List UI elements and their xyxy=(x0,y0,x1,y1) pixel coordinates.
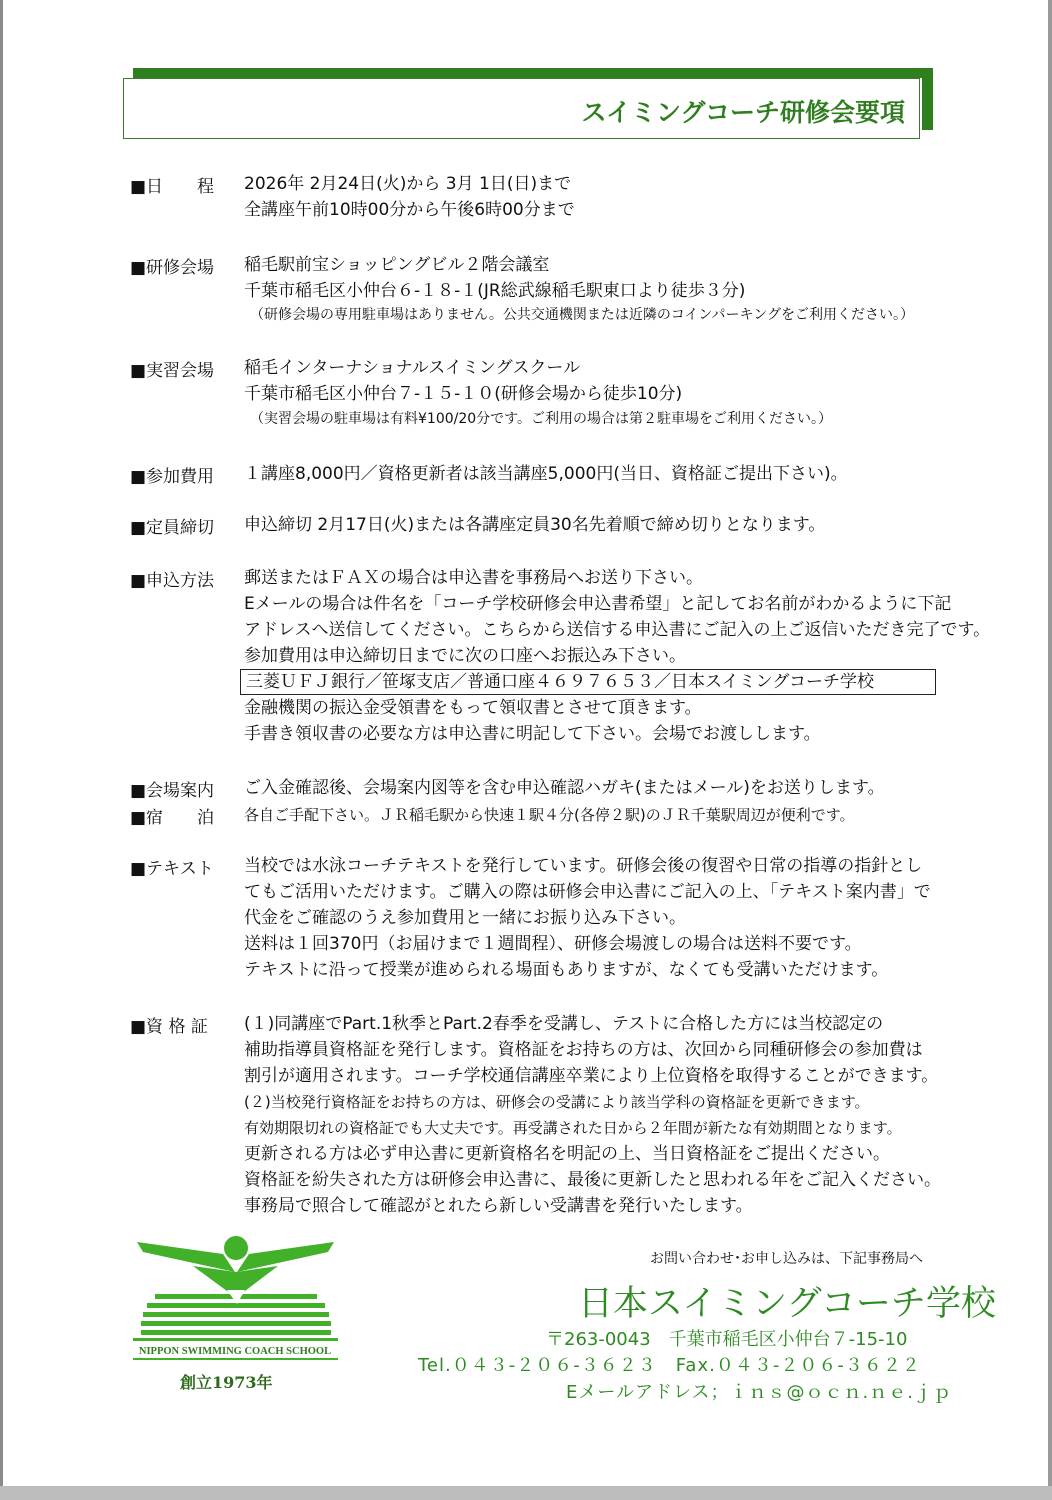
page-border-left xyxy=(0,0,3,1500)
section-line: (２)当校発行資格証をお持ちの方は、研修会の受講により該当学科の資格証を更新できます。 xyxy=(244,1093,870,1111)
header-box xyxy=(123,78,920,139)
section-line: 郵送またはＦＡＸの場合は申込書を事務局へお送り下さい。 xyxy=(244,568,703,588)
section-label: ■参加費用 xyxy=(130,467,215,487)
section-label: ■テキスト xyxy=(130,859,214,879)
school-address: 〒263-0043 千葉市稲毛区小仲台７-15-10 xyxy=(546,1329,908,1350)
section-line: 千葉市稲毛区小仲台６-１８-１(JR総武線稲毛駅東口より徒歩３分) xyxy=(244,281,746,301)
section-label: ■申込方法 xyxy=(130,571,215,591)
school-name: 日本スイミングコーチ学校 xyxy=(578,1284,996,1324)
section-line: 有効期限切れの資格証でも大丈夫です。再受講された日から２年間が新たな有効期間となります。 xyxy=(244,1119,902,1137)
section-label: ■宿 泊 xyxy=(130,808,215,828)
section-line: ご入金確認後、会場案内図等を含む申込確認ハガキ(またはメール)をお送りします。 xyxy=(244,778,885,798)
founded-year: 創立1973年 xyxy=(180,1373,273,1392)
school-logo xyxy=(133,1232,338,1392)
school-tel-fax: Tel.０４３-２０６-３６２３ Fax.０４３-２０６-３６２２ xyxy=(418,1355,921,1376)
section-line: 金融機関の振込金受領書をもって領収書とさせて頂きます。 xyxy=(244,698,702,718)
section-line: てもご活用いただけます。ご購入の際は研修会申込書にご記入の上、「テキスト案内書」で xyxy=(244,882,931,902)
section-line: 代金をご確認のうえ参加費用と一緒にお振り込み下さい。 xyxy=(244,908,686,928)
section-line: 申込締切 2月17日(火)または各講座定員30名先着順で締め切りとなります。 xyxy=(244,515,826,535)
section-label: ■日 程 xyxy=(130,177,215,197)
section-line: 送料は１回370円（お届けまで１週間程）、研修会場渡しの場合は送料不要です。 xyxy=(244,934,862,954)
section-label: ■定員締切 xyxy=(130,518,215,538)
section-line: テキストに沿って授業が進められる場面もありますが、なくても受講いただけます。 xyxy=(244,960,889,980)
section-label: ■実習会場 xyxy=(130,361,215,381)
page-border-right xyxy=(1048,0,1052,1500)
header-shadow-right xyxy=(922,68,933,130)
section-line: 資格証を紛失された方は研修会申込書に、最後に更新したと思われる年をご記入ください。 xyxy=(244,1170,941,1190)
section-line: 稲毛インターナショナルスイミングスクール xyxy=(244,358,581,378)
section-line: 稲毛駅前宝ショッピングビル２階会議室 xyxy=(244,255,550,275)
section-note: （実習会場の駐車場は有料¥100/20分です。ご利用の場合は第２駐車場をご利用ください。） xyxy=(250,411,833,427)
section-line: Eメールの場合は件名を「コーチ学校研修会申込書希望」と記してお名前がわかるように下記 xyxy=(244,594,952,614)
section-line: 割引が適用されます。コーチ学校通信講座卒業により上位資格を取得することができます。 xyxy=(244,1066,939,1086)
section-label: ■会場案内 xyxy=(130,781,215,801)
page-border-bottom xyxy=(0,1486,1052,1500)
swimmer-logo-icon xyxy=(133,1232,338,1362)
section-line: 事務局で照合して確認がとれたら新しい受講書を発行いたします。 xyxy=(244,1196,753,1216)
section-label: ■研修会場 xyxy=(130,258,215,278)
section-line: 2026年 2月24日(火)から 3月 1日(日)まで xyxy=(244,174,572,194)
section-line: 千葉市稲毛区小仲台７-１５-１０(研修会場から徒歩10分) xyxy=(244,384,683,404)
page-title: スイミングコーチ研修会要項 xyxy=(581,98,905,127)
section-line: 各自ご手配下さい。ＪＲ稲毛駅から快速１駅４分(各停２駅)のＪＲ千葉駅周辺が便利です。 xyxy=(244,806,855,824)
contact-note: お問い合わせ･お申し込みは、下記事務局へ xyxy=(650,1251,923,1267)
section-line: (１)同講座でPart.1秋季とPart.2春季を受講し、テストに合格した方には当校認定の xyxy=(244,1014,884,1034)
section-line: 補助指導員資格証を発行します。資格証をお持ちの方は、次回から同種研修会の参加費は xyxy=(244,1040,923,1060)
section-line: アドレスへ送信してください。こちらから送信する申込書にご記入の上ご返信いただき完了です。 xyxy=(244,620,991,640)
section-note: （研修会場の専用駐車場はありません。公共交通機関または近隣のコインパーキングをご利用ください。） xyxy=(250,307,915,323)
bank-account: 三菱ＵＦＪ銀行／笹塚支店／普通口座４６９７６５３／日本スイミングコーチ学校 xyxy=(246,672,874,692)
header-shadow-top xyxy=(133,68,933,78)
section-line: 参加費用は申込締切日までに次の口座へお振込み下さい。 xyxy=(244,646,686,666)
section-line: 当校では水泳コーチテキストを発行しています。研修会後の復習や日常の指導の指針とし xyxy=(244,856,923,876)
section-line: １講座8,000円／資格更新者は該当講座5,000円(当日、資格証ご提出下さい)。 xyxy=(244,464,848,484)
section-line: 更新される方は必ず申込書に更新資格名を明記の上、当日資格証をご提出ください。 xyxy=(244,1144,890,1164)
section-label: ■資 格 証 xyxy=(130,1017,208,1037)
section-line: 手書き領収書の必要な方は申込書に明記して下さい。会場でお渡しします。 xyxy=(244,724,821,744)
school-email: Eメールアドレス；ｉｎｓ@ｏｃｎ.ｎｅ.ｊｐ xyxy=(566,1382,952,1403)
section-line: 全講座午前10時00分から午後6時00分まで xyxy=(244,200,575,220)
logo-text: NIPPON SWIMMING COACH SCHOOL xyxy=(138,1346,332,1357)
